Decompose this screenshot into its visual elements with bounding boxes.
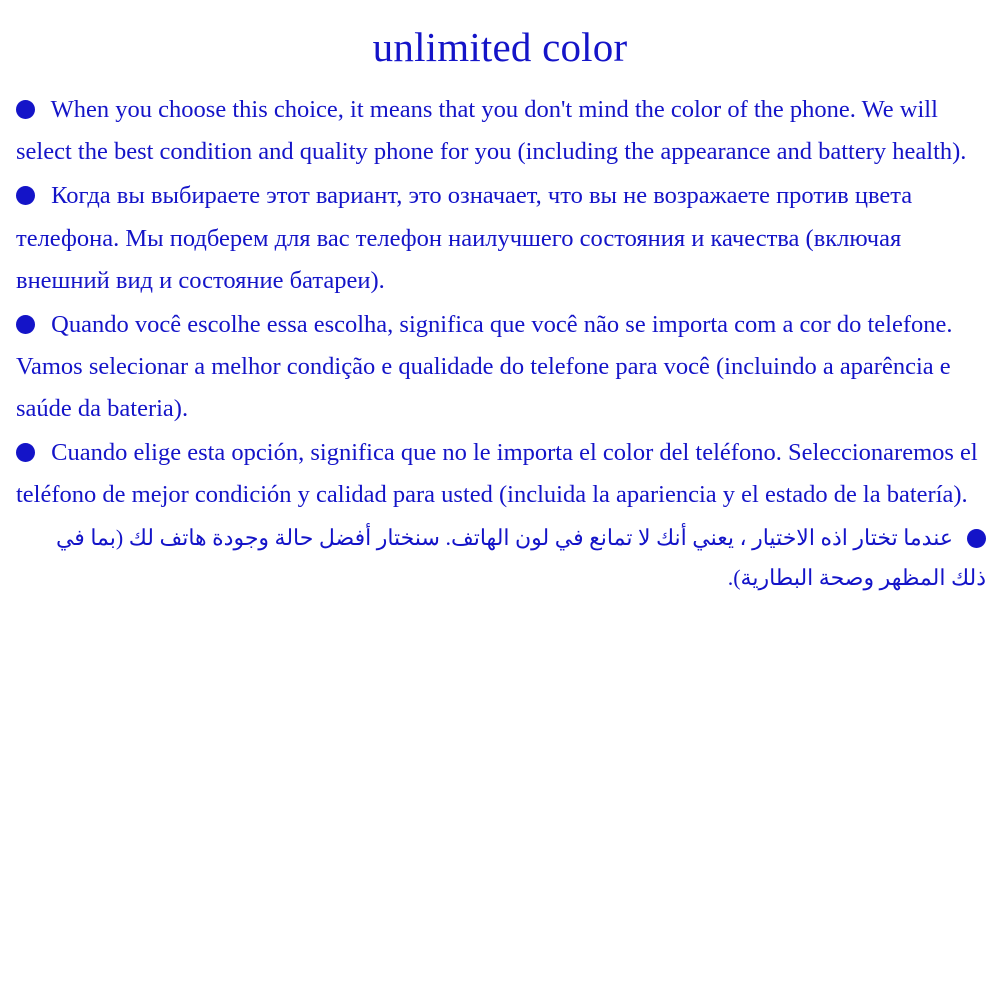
paragraph-text: عندما تختار اذه الاختيار ، يعني أنك لا تمانع في لون الهاتف. سنختار أفضل حالة وجودة هاتف لك (بما في ذلك المظهر وصحة البطارية). [55,525,986,590]
paragraph-text: When you choose this choice, it means that you don't mind the color of the phone. We will select the best condition and quality phone for you (including the appearance and battery health). [16,96,967,166]
bullet-point-icon [16,443,35,462]
bullet-point-icon [16,100,35,119]
bullet-point-icon [16,186,35,205]
paragraph-text: Quando você escolhe essa escolha, significa que você não se importa com a cor do telefone. Vamos selecionar a melhor condição e qualidade do telefone para você (incluindo a aparência e saúde da bateria). [16,310,953,423]
paragraph-english [14,89,986,173]
bullet-point-icon [967,529,986,548]
paragraph-portuguese [14,304,986,430]
paragraph-arabic [14,518,986,597]
page-title: unlimited color [372,24,628,70]
paragraph-text: Когда вы выбираете этот вариант, это означает, что вы не возражаете против цвета телефона. Мы подберем для вас телефон наилучшего состояния и качества (включая внешний вид и состояние батареи). [16,182,913,294]
paragraph-text: Cuando elige esta opción, significa que no le importa el color del teléfono. Seleccionaremos el teléfono de mejor condición y calidad para usted (incluida la apariencia y el estado de la batería). [16,439,978,509]
bullet-point-icon [16,315,35,334]
paragraph-russian [14,175,986,301]
paragraph-spanish [14,432,986,516]
